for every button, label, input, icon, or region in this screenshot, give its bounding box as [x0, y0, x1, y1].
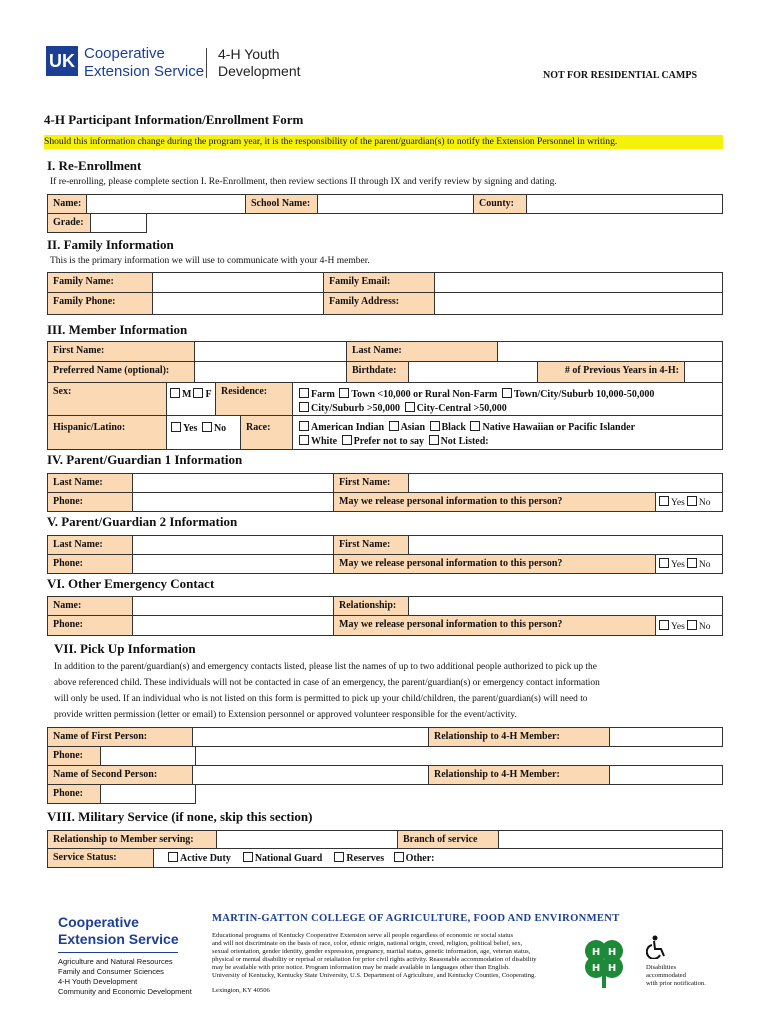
family-name-label: Family Name: [47, 272, 153, 293]
race-white-label: White [311, 436, 338, 447]
race-asian-checkbox[interactable] [389, 421, 399, 431]
reserves-checkbox[interactable] [334, 852, 344, 862]
footer-eeo-line1: Educational programs of Kentucky Cooperative Extension serve all people regardless of economic or social status [212, 932, 514, 939]
parent2-last-name-label: Last Name: [47, 535, 133, 555]
parent2-phone-field[interactable] [132, 554, 334, 574]
race-options [292, 415, 723, 450]
race-black-label: Black [441, 422, 466, 433]
header-program-line1: 4-H Youth [218, 46, 280, 62]
military-relationship-field[interactable] [216, 830, 398, 849]
parent2-first-name-label: First Name: [333, 535, 409, 555]
residence-city-checkbox[interactable] [299, 402, 309, 412]
school-name-field[interactable] [317, 194, 474, 214]
parent1-last-name-field[interactable] [132, 473, 334, 493]
member-first-name-field[interactable] [194, 341, 347, 362]
second-person-relationship-field[interactable] [609, 765, 723, 785]
footer-eeo-line6: University of Kentucky, Kentucky State University, U.S. Department of Agriculture, and Kentucky Counties, Cooperating. [212, 972, 537, 979]
parent2-release-no-checkbox[interactable] [687, 558, 697, 568]
parent1-release-no-label: No [698, 498, 711, 508]
hispanic-yes-checkbox[interactable] [171, 422, 181, 432]
family-address-field[interactable] [434, 292, 723, 315]
emergency-release-options [655, 615, 723, 636]
race-prefer-not-label: Prefer not to say [353, 436, 425, 447]
sex-options [166, 382, 216, 416]
section-military-heading: VIII. Military Service (if none, skip this section) [47, 809, 313, 824]
parent1-first-name-field[interactable] [408, 473, 723, 493]
emergency-relationship-field[interactable] [408, 596, 723, 616]
footer-eeo-line2: and will not discriminate on the basis of race, color, ethnic origin, national origin, creed, religion, political belief, sex, [212, 940, 523, 947]
emergency-release-no-label: No [698, 622, 711, 632]
race-native-hawaiian-checkbox[interactable] [470, 421, 480, 431]
national-guard-label: National Guard [254, 853, 323, 864]
race-label: Race: [240, 415, 293, 450]
header-divider [206, 48, 207, 78]
emergency-release-yes-label: Yes [671, 622, 685, 632]
parent2-release-no-label: No [698, 560, 711, 570]
emergency-relationship-label: Relationship: [333, 596, 409, 616]
sex-f-label: F [205, 389, 212, 400]
grade-field[interactable] [90, 213, 147, 233]
emergency-phone-label: Phone: [47, 615, 133, 636]
member-last-name-field[interactable] [497, 341, 723, 362]
footer-program-2: Family and Consumer Sciences [58, 967, 164, 976]
second-person-phone-label: Phone: [47, 784, 101, 804]
other-status-label: Other: [405, 853, 435, 864]
race-white-checkbox[interactable] [299, 435, 309, 445]
member-first-name-label: First Name: [47, 341, 195, 362]
disability-note-line3: with prior notification. [646, 980, 706, 987]
residence-options [292, 382, 723, 416]
family-phone-label: Family Phone: [47, 292, 153, 315]
residence-suburb-label: Town/City/Suburb 10,000-50,000 [513, 389, 655, 400]
preferred-name-field[interactable] [194, 361, 347, 383]
parent2-last-name-field[interactable] [132, 535, 334, 555]
section-reenrollment-heading: I. Re-Enrollment [47, 158, 142, 173]
emergency-release-label: May we release personal information to this person? [333, 615, 656, 636]
parent1-release-yes-label: Yes [671, 498, 685, 508]
race-native-hawaiian-label: Native Hawaiian or Pacific Islander [482, 422, 636, 433]
parent2-release-yes-label: Yes [671, 560, 685, 570]
race-black-checkbox[interactable] [430, 421, 440, 431]
section-member-heading: III. Member Information [47, 322, 188, 337]
sex-m-label: M [182, 389, 192, 400]
footer-address: Lexington, KY 40506 [212, 987, 270, 994]
sex-label: Sex: [47, 382, 167, 416]
first-person-relationship-label: Relationship to 4-H Member: [428, 727, 610, 747]
residential-notice: NOT FOR RESIDENTIAL CAMPS [543, 70, 698, 81]
member-last-name-label: Last Name: [346, 341, 498, 362]
branch-label: Branch of service [397, 830, 499, 849]
birthdate-field[interactable] [408, 361, 538, 383]
second-person-field[interactable] [192, 765, 429, 785]
school-name-label: School Name: [245, 194, 318, 214]
second-person-phone-field[interactable] [100, 784, 196, 804]
footer-college-name: MARTIN-GATTON COLLEGE OF AGRICULTURE, FOOD AND ENVIRONMENT [212, 913, 620, 924]
header-org-line2: Extension Service [84, 63, 205, 80]
emergency-release-yes-checkbox[interactable] [659, 620, 669, 630]
parent2-phone-label: Phone: [47, 554, 133, 574]
active-duty-checkbox[interactable] [168, 852, 178, 862]
reenroll-name-field[interactable] [86, 194, 246, 214]
change-notice-banner: Should this information change during the program year, it is the responsibility of the parent/guardian(s) to notify the Extension Personnel in writing. [44, 135, 723, 149]
service-status-options [153, 848, 723, 868]
race-asian-label: Asian [400, 422, 426, 433]
hispanic-label: Hispanic/Latino: [47, 415, 167, 450]
header-org-line1: Cooperative [84, 45, 165, 62]
footer-eeo-line5: may be available with prior notice. Program information may be made available in languages other than English. [212, 964, 510, 971]
second-person-relationship-label: Relationship to 4-H Member: [428, 765, 610, 785]
disability-note-line2: accommodated [646, 972, 686, 979]
residence-town-checkbox[interactable] [339, 388, 349, 398]
preferred-name-label: Preferred Name (optional): [47, 361, 195, 383]
service-status-label: Service Status: [47, 848, 154, 868]
parent2-release-options [655, 554, 723, 574]
residence-label: Residence: [215, 382, 293, 416]
four-h-clover-icon [574, 934, 634, 990]
sex-f-checkbox[interactable] [193, 388, 203, 398]
first-person-phone-label: Phone: [47, 746, 101, 766]
first-person-label: Name of First Person: [47, 727, 193, 747]
hispanic-yes-label: Yes [183, 423, 198, 434]
section-parent1-heading: IV. Parent/Guardian 1 Information [47, 452, 243, 467]
form-title: 4-H Participant Information/Enrollment Form [44, 112, 304, 127]
grade-label: Grade: [47, 213, 91, 233]
first-person-phone-field[interactable] [100, 746, 196, 766]
footer-left-divider [58, 952, 178, 953]
svg-text:H: H [607, 963, 617, 974]
footer-eeo-line3: sexual orientation, gender identity, gender expression, pregnancy, marital status, genetic information, age, veteran status, [212, 948, 531, 955]
residence-suburb-checkbox[interactable] [502, 388, 512, 398]
county-field[interactable] [526, 194, 723, 214]
family-phone-field[interactable] [152, 292, 324, 315]
svg-text:H: H [591, 947, 601, 958]
previous-years-label: # of Previous Years in 4-H: [537, 361, 685, 383]
hispanic-no-label: No [213, 423, 227, 434]
race-american-indian-label: American Indian [311, 422, 385, 433]
previous-years-field[interactable] [684, 361, 723, 383]
disability-note-line1: Disabilities [646, 964, 677, 971]
parent2-release-label: May we release personal information to this person? [333, 554, 656, 574]
parent2-first-name-field[interactable] [408, 535, 723, 555]
second-person-label: Name of Second Person: [47, 765, 193, 785]
footer-program-1: Agriculture and Natural Resources [58, 957, 173, 966]
pickup-paragraph-line1: In addition to the parent/guardian(s) and emergency contacts listed, please list the names of up to two additional people authorized to pick up the [54, 662, 597, 672]
residence-farm-label: Farm [311, 389, 335, 400]
family-email-label: Family Email: [323, 272, 435, 293]
military-relationship-label: Relationship to Member serving: [47, 830, 217, 849]
svg-text:H: H [591, 963, 601, 974]
footer-org-line2: Extension Service [58, 931, 179, 947]
pickup-paragraph-line4: provide written permission (letter or email) to Extension personnel or approved volunteer responsible for the event/activity. [54, 710, 517, 720]
active-duty-label: Active Duty [180, 853, 231, 864]
svg-text:H: H [607, 947, 617, 958]
parent2-release-yes-checkbox[interactable] [659, 558, 669, 568]
pickup-paragraph-line2: above referenced child. These individuals will not be contacted in case of an emergency, the parent/guardian(s) or emergency contact information [54, 678, 600, 688]
family-note: This is the primary information we will use to communicate with your 4-H member. [50, 256, 370, 266]
residence-city-label: City/Suburb >50,000 [311, 403, 401, 414]
parent1-release-options [655, 492, 723, 512]
first-person-field[interactable] [192, 727, 429, 747]
residence-town-label: Town <10,000 or Rural Non-Farm [351, 389, 498, 400]
section-emergency-heading: VI. Other Emergency Contact [47, 576, 215, 591]
parent1-last-name-label: Last Name: [47, 473, 133, 493]
race-american-indian-checkbox[interactable] [299, 421, 309, 431]
race-not-listed-label: Not Listed: [440, 436, 489, 447]
emergency-name-field[interactable] [132, 596, 334, 616]
hispanic-no-checkbox[interactable] [202, 422, 212, 432]
footer-program-4: Community and Economic Development [58, 987, 192, 996]
footer-org-line1: Cooperative [58, 914, 139, 930]
header-program-line2: Development [218, 63, 301, 79]
hispanic-options [166, 415, 241, 450]
branch-field[interactable] [498, 830, 723, 849]
first-person-relationship-field[interactable] [609, 727, 723, 747]
family-address-label: Family Address: [323, 292, 435, 315]
section-parent2-heading: V. Parent/Guardian 2 Information [47, 514, 238, 529]
residence-farm-checkbox[interactable] [299, 388, 309, 398]
parent1-release-label: May we release personal information to this person? [333, 492, 656, 512]
other-status-checkbox[interactable] [394, 852, 404, 862]
wheelchair-accessibility-icon [646, 935, 668, 959]
residence-central-checkbox[interactable] [405, 402, 415, 412]
reenrollment-note: If re-enrolling, please complete section I. Re-Enrollment, then review sections II through IX and verify review by signing and dating. [50, 177, 557, 187]
residence-central-label: City-Central >50,000 [416, 403, 507, 414]
emergency-release-no-checkbox[interactable] [687, 620, 697, 630]
parent1-release-no-checkbox[interactable] [687, 496, 697, 506]
section-family-heading: II. Family Information [47, 237, 174, 252]
race-prefer-not-checkbox[interactable] [342, 435, 352, 445]
reserves-label: Reserves [346, 853, 385, 864]
footer-program-3: 4-H Youth Development [58, 977, 138, 986]
race-not-listed-checkbox[interactable] [429, 435, 439, 445]
pickup-paragraph-line3: will only be used. If an individual who is not listed on this form is permitted to pick up your child/children, the parent/guardian(s) will need to [54, 694, 588, 704]
parent1-phone-label: Phone: [47, 492, 133, 512]
county-label: County: [473, 194, 527, 214]
section-pickup-heading: VII. Pick Up Information [54, 641, 196, 656]
reenroll-name-label: Name: [47, 194, 87, 214]
national-guard-checkbox[interactable] [243, 852, 253, 862]
uk-logo: UK [46, 46, 78, 76]
birthdate-label: Birthdate: [346, 361, 409, 383]
parent1-phone-field[interactable] [132, 492, 334, 512]
parent1-first-name-label: First Name: [333, 473, 409, 493]
family-email-field[interactable] [434, 272, 723, 293]
family-name-field[interactable] [152, 272, 324, 293]
emergency-name-label: Name: [47, 596, 133, 616]
footer-eeo-line4: physical or mental disability or reprisal or retaliation for prior civil rights activity. Reasonable accommodation of disability [212, 956, 537, 963]
emergency-phone-field[interactable] [132, 615, 334, 636]
sex-m-checkbox[interactable] [170, 388, 180, 398]
parent1-release-yes-checkbox[interactable] [659, 496, 669, 506]
